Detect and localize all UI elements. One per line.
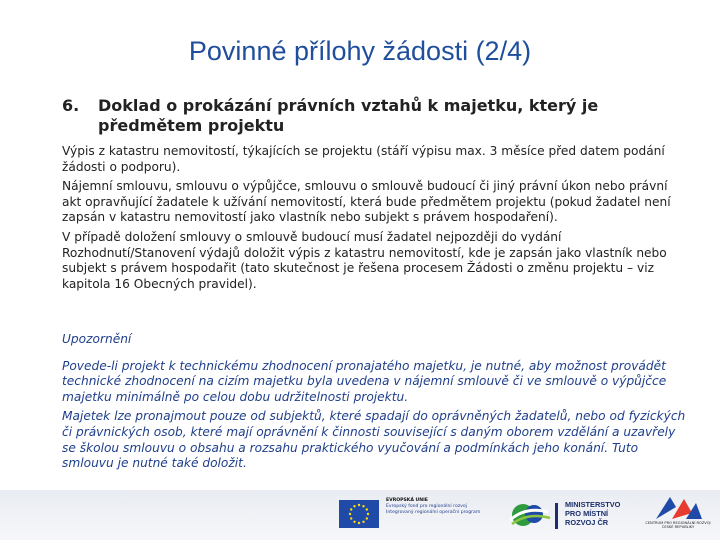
warning-paragraph: Majetek lze pronajmout pouze od subjektů, které spadají do oprávněných žadatelů, nebo od fyzických či právnických osob, které mají oprávnění k činnosti související s daným oborem vzdělání a uzavřely se školou smlouvu o obsahu a rozsahu praktického vyučování a podmínkách jeho konání. Tuto smlouvu je nutné také doložit.	[62, 409, 686, 471]
body-text	[62, 144, 674, 296]
eu-text	[386, 498, 498, 516]
ministry-line-1: MINISTERSTVO	[565, 500, 621, 509]
ministry-line-2: PRO MÍSTNÍ	[565, 509, 609, 519]
eu-line-1: EVROPSKÁ UNIE	[386, 498, 428, 503]
crr-logo-icon	[652, 493, 704, 521]
crr-text	[636, 521, 720, 530]
crr-line-1: CENTRUM PRO REGIONÁLNÍ ROZVOJ	[645, 521, 711, 525]
section-heading-text: Doklad o prokázání právních vztahů k majetku, který je předmětem projektu	[98, 96, 599, 135]
section-number: 6.	[62, 96, 80, 115]
body-paragraph: Výpis z katastru nemovitostí, týkajících se projektu (stáří výpisu max. 3 měsíce před datem podání žádosti o podporu).	[62, 144, 665, 174]
crr-line-2: ČESKÉ REPUBLIKY	[661, 525, 695, 530]
section-heading	[62, 96, 702, 136]
slide-title: Povinné přílohy žádosti (2/4)	[188, 36, 532, 66]
ministry-text	[565, 500, 625, 528]
eu-line-3: Integrovaný regionální operační program	[386, 510, 481, 515]
eu-flag-icon	[339, 500, 379, 528]
body-paragraph: Nájemní smlouvu, smlouvu o výpůjčce, smlouvu o smlouvě budoucí či jiný právní úkon nebo právní akt opravňující žadatele k užívání nemovitostí, která bude předmětem projektu (pokud žadatel není zapsán v katastru nemovitostí jako vlastník nebo subjekt s právem hospodaření).	[62, 179, 671, 225]
ministry-line-3: ROZVOJ ČR	[565, 518, 609, 528]
irop-logo-icon	[506, 500, 552, 530]
eu-line-2: Evropský fond pro regionální rozvoj	[386, 504, 467, 509]
warning-paragraph: Povede-li projekt k technickému zhodnocení pronajatého majetku, je nutné, aby možnost provádět technické zhodnocení na cizím majetku byla uvedena v nájemní smlouvě či ve smlouvě o výpůjčce majetku minimálně po celou dobu udržitelnosti projektu.	[62, 358, 667, 404]
body-paragraph: V případě doložení smlouvy o smlouvě budoucí musí žadatel nejpozději do vydání Rozhodnutí/Stanovení výdajů doložit výpis z katastru nemovitostí, kde je zapsán jako vlastník nebo subjekt s právem hospodařit (tato skutečnost je řešena procesem Žádosti o změnu projektu – viz kapitola 16 Obecných pravidel).	[62, 229, 667, 291]
ministry-logo-icon	[555, 503, 563, 529]
warning-note	[62, 332, 686, 476]
warning-label: Upozornění	[62, 332, 132, 346]
